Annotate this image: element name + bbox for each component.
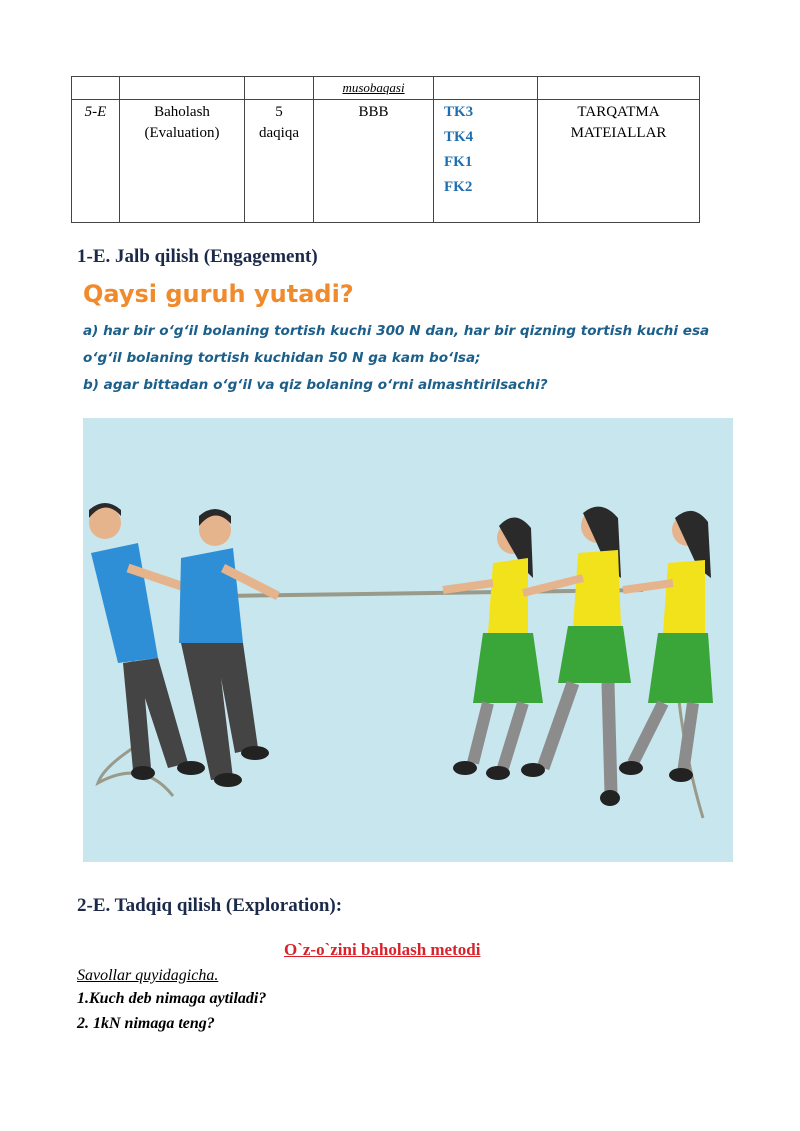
table-cell — [538, 77, 700, 100]
question-a-line1: a) har bir o‘g‘il bolaning tortish kuchi 300 N dan, har bir qizning tortish kuchi esa — [83, 323, 710, 339]
question-a-line2: o‘g‘il bolaning tortish kuchidan 50 N ga kam bo‘lsa; — [83, 350, 481, 366]
competency-cell — [434, 100, 538, 223]
method-cell: BBB — [314, 100, 434, 223]
method-tail-text: musobaqasi — [342, 80, 405, 95]
activity-line: Baholash — [154, 104, 210, 120]
girl-figure — [619, 511, 713, 782]
competency-item: FK1 — [444, 154, 473, 170]
table-cell — [72, 77, 120, 100]
section2-heading: 2-E. Tadqiq qilish (Exploration): — [77, 895, 343, 916]
engagement-title: Qaysi guruh yutadi? — [83, 280, 354, 308]
table-cell — [314, 77, 434, 100]
table-row — [72, 77, 700, 100]
question-item: 2. 1kN nimaga teng? — [77, 1015, 215, 1032]
boy-figure — [179, 509, 278, 787]
materials-cell — [538, 100, 700, 223]
girl-figure — [443, 517, 543, 780]
question-item: 1.Kuch deb nimaga aytiladi? — [77, 990, 267, 1007]
competency-item: TK3 — [444, 104, 474, 120]
questions-intro: Savollar quyidagicha. — [77, 967, 219, 984]
question-b: b) agar bittadan o‘g‘il va qiz bolaning o‘rni almashtirilsachi? — [83, 377, 548, 393]
section1-heading: 1-E. Jalb qilish (Engagement) — [77, 246, 318, 267]
time-line: daqiqa — [259, 125, 299, 141]
table-cell — [120, 77, 245, 100]
materials-line: TARQATMA — [577, 104, 660, 120]
table-row — [72, 100, 700, 223]
activity-line: (Evaluation) — [144, 125, 220, 141]
competency-item: FK2 — [444, 179, 473, 195]
method-title: O`z-o`zini baholash metodi — [284, 940, 481, 959]
table-cell — [434, 77, 538, 100]
girl-figure — [521, 507, 631, 806]
tug-of-war-image — [83, 418, 733, 862]
activity-cell — [120, 100, 245, 223]
lesson-plan-table — [71, 76, 700, 223]
stage-cell: 5-E — [72, 100, 120, 223]
materials-line: MATEIALLAR — [570, 125, 667, 141]
time-cell — [245, 100, 314, 223]
time-line: 5 — [275, 104, 283, 120]
competency-item: TK4 — [444, 129, 474, 145]
table-cell — [245, 77, 314, 100]
tug-of-war-illustration — [83, 418, 733, 862]
